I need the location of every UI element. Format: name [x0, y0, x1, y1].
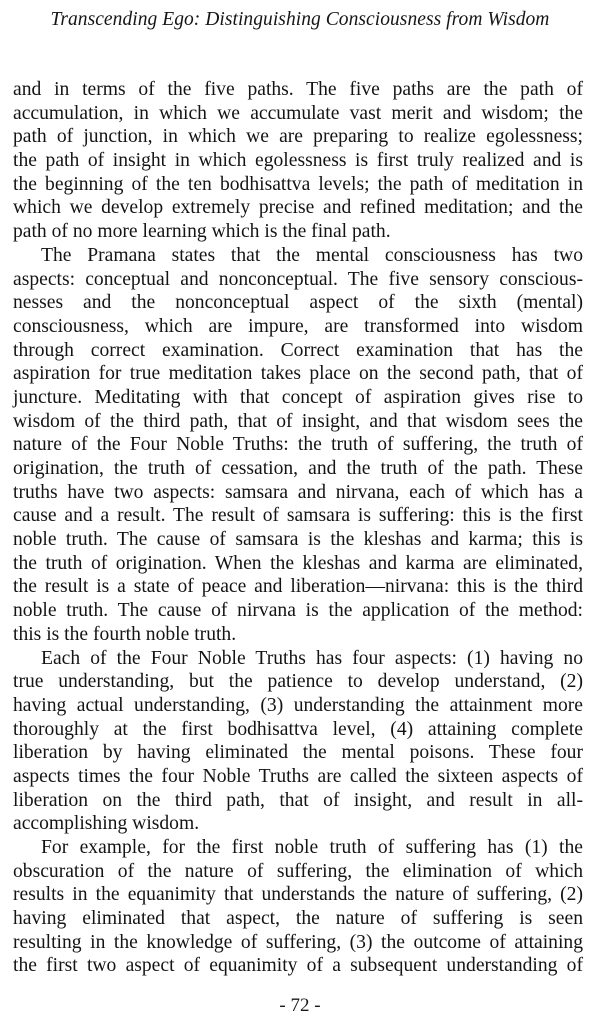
text-line: For example, for the first noble truth of suffering has (1) the	[41, 837, 583, 858]
text-line: truths have two aspects: samsara and nirvana, each of which has a	[13, 481, 583, 503]
text-line: the truth of origination. When the kleshas and karma are eliminated,	[13, 552, 583, 574]
text-line: which we develop extremely precise and refined meditation; and the	[13, 197, 583, 219]
text-line: results in the equanimity that understands the nature of suffering, (2)	[13, 884, 583, 906]
body-text	[13, 78, 583, 978]
text-line: liberation on the third path, that of insight, and result in all-	[13, 789, 583, 811]
text-line: through correct examination. Correct examination that has the	[13, 339, 583, 361]
paragraph	[13, 244, 583, 647]
text-line: path of no more learning which is the final path.	[13, 221, 391, 243]
text-line: noble truth. The cause of nirvana is the application of the method:	[13, 600, 583, 622]
text-line: path of junction, in which we are preparing to realize egolessness;	[13, 126, 583, 148]
text-line: wisdom of the third path, that of insight, and that wisdom sees the	[13, 410, 583, 432]
text-line: accomplishing wisdom.	[13, 813, 200, 835]
text-line: resulting in the knowledge of suffering, (3) the outcome of attaining	[13, 931, 583, 953]
text-line: The Pramana states that the mental consciousness has two	[41, 244, 583, 266]
text-line: the first two aspect of equanimity of a subsequent understanding of	[13, 955, 583, 977]
text-line: Each of the Four Noble Truths has four aspects: (1) having no	[41, 647, 583, 669]
running-head: Transcending Ego: Distinguishing Consciousness from Wisdom	[50, 9, 550, 30]
text-line: aspects times the four Noble Truths are called the sixteen aspects of	[13, 765, 583, 787]
paragraph	[13, 78, 583, 244]
text-line: this is the fourth noble truth.	[13, 623, 237, 645]
text-line: aspiration for true meditation takes place on the second path, that of	[13, 363, 583, 385]
text-line: aspects: conceptual and nonconceptual. The five sensory conscious-	[13, 268, 583, 290]
text-line: and in terms of the five paths. The five paths are the path of	[13, 79, 583, 100]
text-line: nature of the Four Noble Truths: the truth of suffering, the truth of	[13, 434, 583, 456]
paragraph	[13, 647, 583, 837]
text-line: liberation by having eliminated the mental poisons. These four	[13, 742, 583, 764]
text-line: nesses and the nonconceptual aspect of the sixth (mental)	[13, 292, 583, 314]
text-line: having actual understanding, (3) understanding the attainment more	[13, 694, 583, 716]
text-line: thoroughly at the first bodhisattva level, (4) attaining complete	[13, 718, 583, 740]
text-line: the result is a state of peace and liberation—nirvana: this is the third	[13, 576, 583, 598]
text-line: the path of insight in which egolessness is first truly realized and is	[13, 150, 583, 172]
page-number: - 72 -	[279, 995, 321, 1016]
text-line: origination, the truth of cessation, and the truth of the path. These	[13, 458, 583, 479]
text-line: noble truth. The cause of samsara is the kleshas and karma; this is	[13, 529, 583, 551]
text-line: consciousness, which are impure, are transformed into wisdom	[13, 315, 583, 337]
text-line: cause and a result. The result of samsara is suffering: this is the first	[13, 505, 583, 527]
paragraph	[13, 836, 583, 978]
text-line: the beginning of the ten bodhisattva levels; the path of meditation in	[13, 173, 583, 195]
text-line: obscuration of the nature of suffering, the elimination of which	[13, 860, 583, 882]
text-line: accumulation, in which we accumulate vast merit and wisdom; the	[13, 102, 583, 124]
text-line: juncture. Meditating with that concept of aspiration gives rise to	[13, 386, 583, 408]
text-line: having eliminated that aspect, the nature of suffering is seen	[13, 908, 583, 930]
text-line: true understanding, but the patience to develop understand, (2)	[13, 671, 583, 693]
